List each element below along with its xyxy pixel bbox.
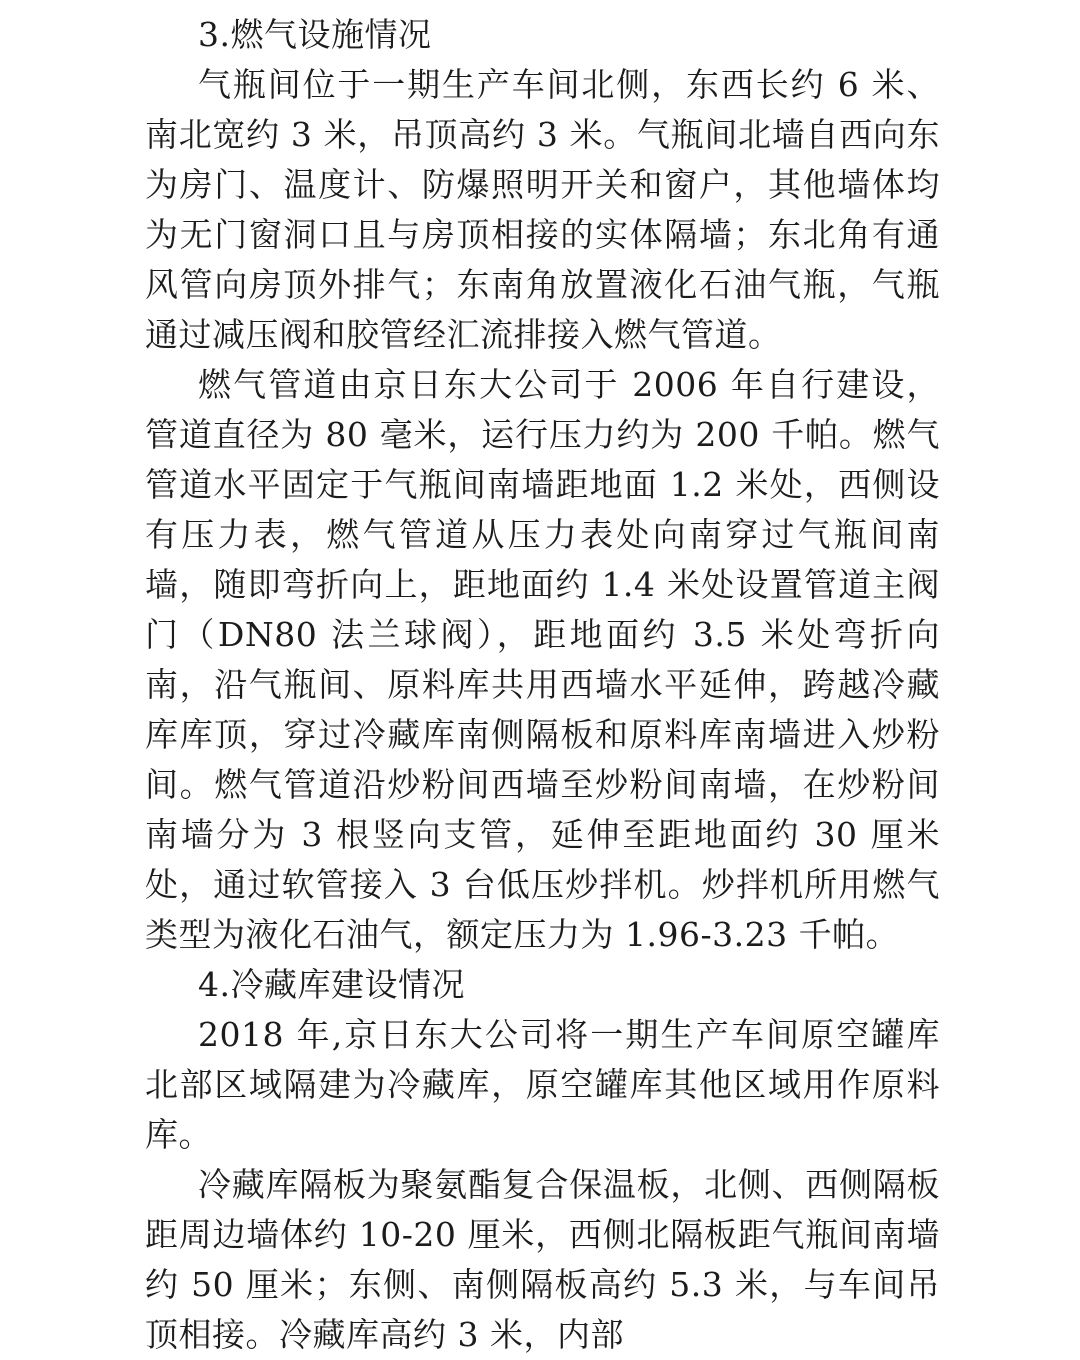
section-3-paragraph-1: 气瓶间位于一期生产车间北侧，东西长约 6 米、南北宽约 3 米，吊顶高约 3 米。气瓶间北墙自西向东为房门、温度计、防爆照明开关和窗户，其他墙体均为无门窗洞口且与房顶相接的实体隔墙；东北角有通风管向房顶外排气；东南角放置液化石油气瓶，气瓶通过减压阀和胶管经汇流排接入燃气管道。	[145, 65, 940, 354]
document-body	[145, 10, 940, 1360]
section-3-heading: 3.燃气设施情况	[198, 15, 432, 54]
section-4-paragraph-2: 冷藏库隔板为聚氨酯复合保温板，北侧、西侧隔板距周边墙体约 10-20 厘米，西侧北隔板距气瓶间南墙约 50 厘米；东侧、南侧隔板高约 5.3 米，与车间吊顶相接。冷藏库高约 3 米，内部	[145, 1165, 940, 1354]
section-4-heading: 4.冷藏库建设情况	[198, 965, 465, 1004]
section-4-paragraph-1: 2018 年,京日东大公司将一期生产车间原空罐库北部区域隔建为冷藏库，原空罐库其他区域用作原料库。	[145, 1015, 940, 1154]
section-3-paragraph-2: 燃气管道由京日东大公司于 2006 年自行建设，管道直径为 80 毫米，运行压力约为 200 千帕。燃气管道水平固定于气瓶间南墙距地面 1.2 米处，西侧设有压力表，燃气管道从压力表处向南穿过气瓶间南墙，随即弯折向上，距地面约 1.4 米处设置管道主阀门（DN80 法兰球阀），距地面约 3.5 米处弯折向南，沿气瓶间、原料库共用西墙水平延伸，跨越冷藏库库顶，穿过冷藏库南侧隔板和原料库南墙进入炒粉间。燃气管道沿炒粉间西墙至炒粉间南墙，在炒粉间南墙分为 3 根竖向支管，延伸至距地面约 30 厘米处，通过软管接入 3 台低压炒拌机。炒拌机所用燃气类型为液化石油气，额定压力为 1.96-3.23 千帕。	[145, 365, 940, 954]
